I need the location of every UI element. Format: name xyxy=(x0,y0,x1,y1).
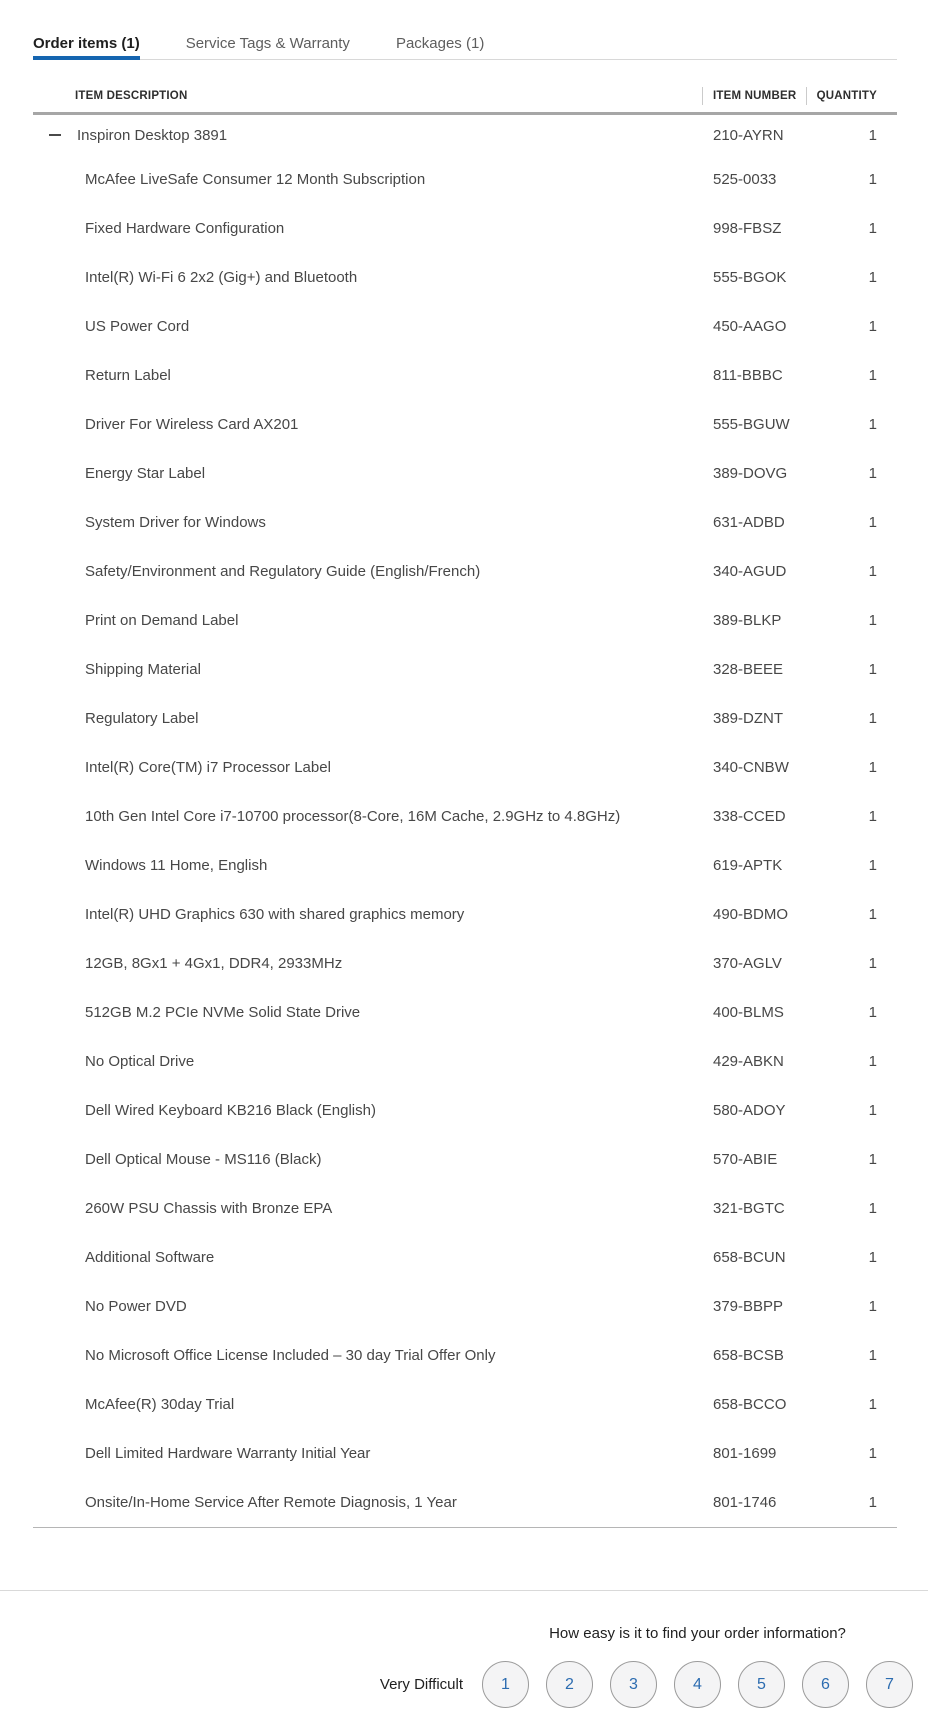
feedback-survey xyxy=(0,1591,928,1708)
item-description: 512GB M.2 PCIe NVMe Solid State Drive xyxy=(85,1004,361,1021)
item-description: US Power Cord xyxy=(85,318,190,335)
item-quantity: 1 xyxy=(868,1053,877,1070)
item-description: 12GB, 8Gx1 + 4Gx1, DDR4, 2933MHz xyxy=(85,955,343,972)
table-row xyxy=(33,1037,897,1086)
item-description: Additional Software xyxy=(85,1249,215,1266)
table-row xyxy=(33,400,897,449)
table-row xyxy=(33,253,897,302)
table-row xyxy=(33,1429,897,1478)
item-number: 490-BDMO xyxy=(713,906,789,923)
table-row xyxy=(33,694,897,743)
table-row-parent xyxy=(33,115,897,155)
survey-left-label: Very Difficult xyxy=(379,1676,463,1693)
item-quantity: 1 xyxy=(868,1494,877,1511)
item-number: 631-ADBD xyxy=(713,514,785,531)
rating-button-6[interactable]: 6 xyxy=(802,1661,849,1708)
column-header-quantity xyxy=(806,90,897,102)
item-description: McAfee(R) 30day Trial xyxy=(85,1396,235,1413)
item-quantity: 1 xyxy=(868,1151,877,1168)
item-description: Dell Limited Hardware Warranty Initial Year xyxy=(85,1445,371,1462)
item-description: Fixed Hardware Configuration xyxy=(85,220,285,237)
item-number: 658-BCCO xyxy=(713,1396,787,1413)
item-number: 801-1699 xyxy=(713,1445,777,1462)
tab-order-items[interactable]: Order items (1) xyxy=(33,36,140,60)
item-description: Print on Demand Label xyxy=(85,612,239,629)
item-number: 570-ABIE xyxy=(713,1151,778,1168)
item-number: 210-AYRN xyxy=(713,126,784,144)
item-description: Dell Optical Mouse - MS116 (Black) xyxy=(85,1151,322,1168)
item-description: Dell Wired Keyboard KB216 Black (English) xyxy=(85,1102,376,1119)
item-number: 998-FBSZ xyxy=(713,220,782,237)
item-quantity: 1 xyxy=(868,906,877,923)
item-description: Intel(R) UHD Graphics 630 with shared graphics memory xyxy=(85,906,465,923)
item-description: Inspiron Desktop 3891 xyxy=(77,126,228,144)
table-row xyxy=(33,988,897,1037)
table-row xyxy=(33,596,897,645)
table-row xyxy=(33,939,897,988)
table-header-row xyxy=(33,90,897,115)
table-row xyxy=(33,743,897,792)
item-description: Onsite/In-Home Service After Remote Diagnosis, 1 Year xyxy=(85,1494,457,1511)
item-number: 389-DZNT xyxy=(713,710,784,727)
item-description: Shipping Material xyxy=(85,661,201,678)
table-row xyxy=(33,1478,897,1527)
item-number: 580-ADOY xyxy=(713,1102,786,1119)
item-description: Driver For Wireless Card AX201 xyxy=(85,416,299,433)
rating-button-7[interactable]: 7 xyxy=(866,1661,913,1708)
item-description: Energy Star Label xyxy=(85,465,206,482)
item-quantity: 1 xyxy=(868,126,877,144)
table-row xyxy=(33,792,897,841)
survey-question: How easy is it to find your order information? xyxy=(549,1625,846,1642)
table-row xyxy=(33,302,897,351)
table-row xyxy=(33,1233,897,1282)
item-quantity: 1 xyxy=(868,171,877,188)
table-row xyxy=(33,841,897,890)
column-divider xyxy=(702,87,703,105)
column-header-label: QUANTITY xyxy=(816,90,877,102)
column-header-item-description: ITEM DESCRIPTION xyxy=(75,90,188,102)
table-row xyxy=(33,1331,897,1380)
item-quantity: 1 xyxy=(868,1445,877,1462)
rating-button-1[interactable]: 1 xyxy=(482,1661,529,1708)
item-description: Safety/Environment and Regulatory Guide (English/French) xyxy=(85,563,481,580)
rating-button-4[interactable]: 4 xyxy=(674,1661,721,1708)
table-row xyxy=(33,1184,897,1233)
table-row xyxy=(33,351,897,400)
item-number: 389-BLKP xyxy=(713,612,782,629)
item-number: 328-BEEE xyxy=(713,661,784,678)
tab-service-tags-warranty[interactable]: Service Tags & Warranty xyxy=(185,35,350,52)
item-quantity: 1 xyxy=(868,808,877,825)
item-description: 10th Gen Intel Core i7-10700 processor(8-Core, 16M Cache, 2.9GHz to 4.8GHz) xyxy=(85,808,621,825)
item-description: 260W PSU Chassis with Bronze EPA xyxy=(85,1200,333,1217)
item-quantity: 1 xyxy=(868,1200,877,1217)
item-description: System Driver for Windows xyxy=(85,514,266,531)
table-row xyxy=(33,547,897,596)
item-quantity: 1 xyxy=(868,857,877,874)
item-number: 658-BCSB xyxy=(713,1347,784,1364)
item-quantity: 1 xyxy=(868,465,877,482)
item-quantity: 1 xyxy=(868,1298,877,1315)
item-quantity: 1 xyxy=(868,1102,877,1119)
item-description: Windows 11 Home, English xyxy=(85,857,268,874)
table-row xyxy=(33,1282,897,1331)
table-row xyxy=(33,890,897,939)
tab-bar xyxy=(33,36,897,60)
item-quantity: 1 xyxy=(868,1004,877,1021)
item-description: No Microsoft Office License Included – 30 day Trial Offer Only xyxy=(85,1347,496,1364)
item-description: Return Label xyxy=(85,367,171,384)
item-quantity: 1 xyxy=(868,612,877,629)
rating-button-3[interactable]: 3 xyxy=(610,1661,657,1708)
column-header-label: ITEM NUMBER xyxy=(713,90,797,102)
item-description: No Power DVD xyxy=(85,1298,187,1315)
minus-icon xyxy=(49,134,61,136)
item-quantity: 1 xyxy=(868,220,877,237)
item-quantity: 1 xyxy=(868,955,877,972)
rating-scale xyxy=(482,1661,913,1708)
collapse-toggle-button[interactable] xyxy=(46,127,64,144)
item-number: 658-BCUN xyxy=(713,1249,786,1266)
item-quantity: 1 xyxy=(868,367,877,384)
item-number: 450-AAGO xyxy=(713,318,787,335)
item-description: No Optical Drive xyxy=(85,1053,195,1070)
column-divider xyxy=(806,87,807,105)
item-number: 619-APTK xyxy=(713,857,783,874)
survey-rating-row xyxy=(380,1661,913,1708)
table-row xyxy=(33,1086,897,1135)
item-description: Intel(R) Core(TM) i7 Processor Label xyxy=(85,759,331,776)
item-number: 389-DOVG xyxy=(713,465,788,482)
item-number: 525-0033 xyxy=(713,171,777,188)
table-row xyxy=(33,449,897,498)
item-number: 801-1746 xyxy=(713,1494,777,1511)
rating-button-2[interactable]: 2 xyxy=(546,1661,593,1708)
tab-packages[interactable]: Packages (1) xyxy=(395,35,485,52)
item-number: 340-CNBW xyxy=(713,759,789,776)
order-items-table xyxy=(33,90,897,1528)
item-quantity: 1 xyxy=(868,318,877,335)
table-row xyxy=(33,204,897,253)
item-number: 340-AGUD xyxy=(713,563,787,580)
item-quantity: 1 xyxy=(868,563,877,580)
item-number: 555-BGUW xyxy=(713,416,790,433)
item-quantity: 1 xyxy=(868,710,877,727)
item-number: 370-AGLV xyxy=(713,955,782,972)
item-number: 379-BBPP xyxy=(713,1298,784,1315)
table-row xyxy=(33,1135,897,1184)
item-number: 811-BBBC xyxy=(713,367,783,384)
item-description: Intel(R) Wi-Fi 6 2x2 (Gig+) and Bluetooth xyxy=(85,269,358,286)
item-number: 429-ABKN xyxy=(713,1053,784,1070)
item-quantity: 1 xyxy=(868,514,877,531)
item-number: 321-BGTC xyxy=(713,1200,785,1217)
column-header-item-number xyxy=(702,90,806,102)
item-quantity: 1 xyxy=(868,1249,877,1266)
item-quantity: 1 xyxy=(868,759,877,776)
table-row xyxy=(33,498,897,547)
table-row xyxy=(33,1380,897,1429)
table-row xyxy=(33,645,897,694)
rating-button-5[interactable]: 5 xyxy=(738,1661,785,1708)
item-number: 338-CCED xyxy=(713,808,786,825)
child-rows-container xyxy=(33,155,897,1527)
table-row xyxy=(33,155,897,204)
item-quantity: 1 xyxy=(868,269,877,286)
item-quantity: 1 xyxy=(868,1347,877,1364)
item-number: 400-BLMS xyxy=(713,1004,784,1021)
item-quantity: 1 xyxy=(868,661,877,678)
item-number: 555-BGOK xyxy=(713,269,787,286)
item-quantity: 1 xyxy=(868,1396,877,1413)
item-description: Regulatory Label xyxy=(85,710,199,727)
item-description: McAfee LiveSafe Consumer 12 Month Subscription xyxy=(85,171,426,188)
item-quantity: 1 xyxy=(868,416,877,433)
